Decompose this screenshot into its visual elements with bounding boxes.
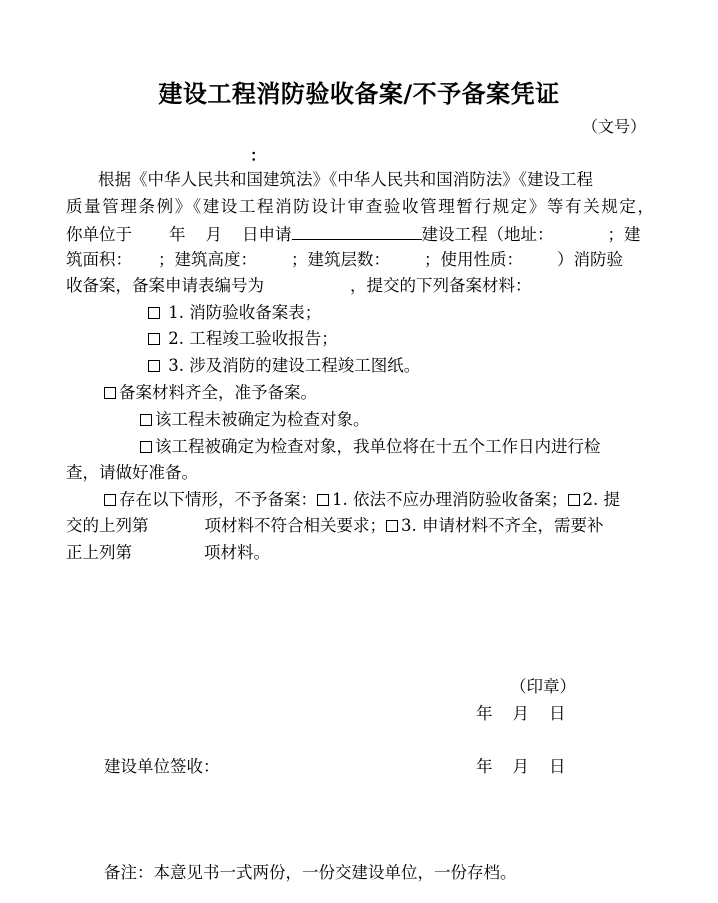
material-item-1	[148, 302, 321, 324]
issue-date	[476, 703, 566, 725]
reject-2-checkbox[interactable]	[568, 494, 580, 506]
intro-build: ；建	[607, 225, 641, 244]
reject-label: 存在以下情形，不予备案：	[119, 490, 317, 509]
intro-text: 你单位于	[66, 225, 132, 244]
intro-day-apply: 日申请	[242, 225, 292, 244]
material-item-3	[148, 355, 420, 377]
reject-checkbox[interactable]	[104, 494, 116, 506]
material-3-label: 3. 涉及消防的建设工程竣工图纸。	[168, 356, 421, 375]
reject-2-label-end: 项材料不符合相关要求；	[204, 516, 386, 535]
intro-line-5	[66, 275, 532, 297]
issue-year: 年	[476, 704, 493, 723]
note: 备注：本意见书一式两份，一份交建设单位，一份存档。	[104, 863, 517, 882]
selected-checkbox[interactable]	[140, 441, 152, 453]
reject-2-label-cont: 交的上列第	[66, 516, 149, 535]
intro-month: 月	[205, 225, 222, 244]
option-reject-line-2	[66, 515, 604, 537]
intro-address: 建设工程（地址：	[421, 225, 554, 244]
intro-use: ；使用性质：	[424, 250, 523, 269]
sign-date	[476, 756, 566, 778]
reject-2-label: 2. 提	[582, 490, 620, 509]
intro-line-2: 质量管理条例》《建设工程消防设计审查验收管理暂行规定》等有关规定，	[66, 197, 654, 216]
reject-1-label: 1. 依法不应办理消防验收备案；	[332, 490, 568, 509]
sign-year: 年	[476, 757, 493, 776]
issue-day: 日	[549, 704, 566, 723]
option-reject-line-3	[66, 542, 270, 564]
intro-area: 筑面积：	[66, 250, 132, 269]
recipient-colon: ：	[250, 146, 267, 165]
reject-3-label-end: 项材料。	[204, 543, 270, 562]
reject-1-checkbox[interactable]	[317, 494, 329, 506]
issue-month: 月	[512, 704, 529, 723]
intro-height: ；建筑高度：	[158, 250, 257, 269]
seal-label: （印章）	[510, 677, 576, 696]
selected-label: 该工程被确定为检查对象，我单位将在十五个工作日内进行检	[155, 437, 601, 456]
material-2-checkbox[interactable]	[148, 333, 160, 345]
not-selected-checkbox[interactable]	[140, 414, 152, 426]
intro-line-1: 根据《中华人民共和国建筑法》《中华人民共和国消防法》《建设工程	[98, 170, 593, 189]
intro-line-3	[66, 222, 656, 246]
project-name-blank	[292, 222, 422, 240]
accept-label: 备案材料齐全，准予备案。	[119, 383, 317, 402]
intro-floors: ；建筑层数：	[291, 250, 390, 269]
material-1-label: 1. 消防验收备案表；	[168, 303, 322, 322]
intro-year: 年	[169, 225, 186, 244]
document-number: （文号）	[581, 117, 646, 136]
reject-3-label-cont: 正上列第	[66, 543, 132, 562]
material-2-label: 2. 工程竣工验收报告；	[168, 329, 338, 348]
sign-label: 建设单位签收：	[104, 757, 220, 776]
option-selected	[140, 436, 601, 458]
sign-day: 日	[549, 757, 566, 776]
sign-month: 月	[512, 757, 529, 776]
document-title: 建设工程消防验收备案/不予备案凭证	[158, 80, 560, 108]
reject-3-checkbox[interactable]	[386, 520, 398, 532]
intro-materials: ，提交的下列备案材料：	[350, 276, 532, 295]
option-accept	[104, 382, 317, 404]
material-1-checkbox[interactable]	[148, 307, 160, 319]
material-item-2	[148, 328, 338, 350]
not-selected-label: 该工程未被确定为检查对象。	[155, 410, 370, 429]
intro-fire-check: ）消防验	[557, 250, 623, 269]
option-not-selected	[140, 409, 370, 431]
material-3-checkbox[interactable]	[148, 360, 160, 372]
accept-checkbox[interactable]	[104, 387, 116, 399]
option-selected-cont: 查，请做好准备。	[66, 463, 198, 482]
option-reject	[104, 489, 620, 511]
intro-form-number: 收备案，备案申请表编号为	[66, 276, 264, 295]
intro-line-4	[66, 249, 623, 271]
reject-3-label: 3. 申请材料不齐全，需要补	[401, 516, 604, 535]
